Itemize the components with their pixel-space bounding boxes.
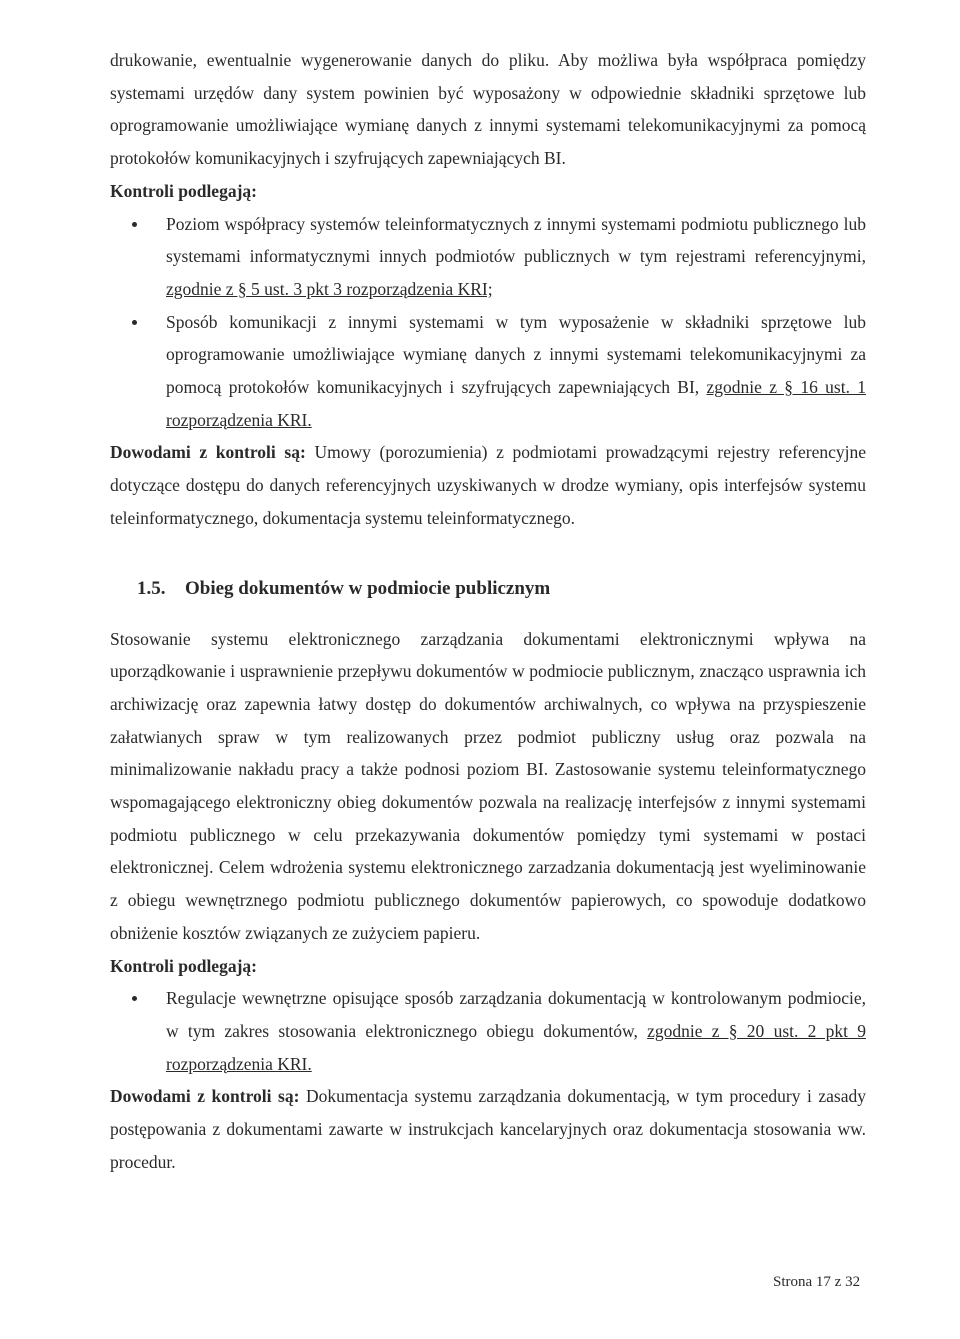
intro-paragraph: drukowanie, ewentualnie wygenerowanie danych do pliku. Aby możliwa była współpraca pomiędzy systemami urzędów dany system powinien być wyposażony w odpowiednie składniki sprzętowe lub oprogramowanie umożliwiające wymianę danych z innymi systemami telekomunikacyjnymi za pomocą protokołów komunikacyjnych i szyfrujących zapewniających BI.	[110, 50, 866, 169]
legal-reference: zgodnie z § 5 ust. 3 pkt 3 rozporządzenia KRI;	[166, 278, 493, 299]
evidence-paragraph	[110, 436, 866, 534]
evidence-label: Dowodami z kontroli są:	[110, 1086, 300, 1107]
controls-list	[110, 208, 866, 437]
list-item	[110, 306, 866, 437]
page-content	[110, 44, 866, 1179]
list-item-text: Sposób komunikacji z innymi systemami w tym wyposażenie w składniki sprzętowe lub oprogramowanie umożliwiające wymianę danych z innymi systemami telekomunikacyjnymi za pomocą protokołów komunikacyjnych i szyfrujących zapewniających BI,	[166, 311, 866, 398]
controls-heading: Kontroli podlegają:	[110, 180, 257, 201]
list-item-text: Poziom współpracy systemów teleinformatycznych z innymi systemami podmiotu publicznego lub systemami informatycznymi innych podmiotów publicznych w tym rejestrami referencyjnymi,	[166, 213, 866, 267]
section-heading	[110, 573, 866, 605]
evidence-paragraph	[110, 1080, 866, 1178]
section-number: 1.5.	[137, 577, 166, 599]
page-number: Strona 17 z 32	[773, 1274, 861, 1290]
legal-reference: zgodnie z § 16 ust. 1 rozporządzenia KRI.	[166, 377, 866, 430]
controls-heading: Kontroli podlegają:	[110, 955, 257, 976]
evidence-text: Dokumentacja systemu zarządzania dokumentacją, w tym procedury i zasady postępowania z dokumentami zawarte w instrukcjach kancelaryjnych oraz dokumentacja stosowania ww. procedur.	[110, 1086, 866, 1172]
evidence-text: Umowy (porozumienia) z podmiotami prowadzącymi rejestry referencyjne dotyczące dostępu do danych referencyjnych uzyskiwanych w drodze wymiany, opis interfejsów systemu teleinformatycznego, dokumentacja systemu teleinformatycznego.	[110, 442, 866, 528]
list-item	[110, 208, 866, 306]
body-paragraph: Stosowanie systemu elektronicznego zarządzania dokumentami elektronicznymi wpływa na uporządkowanie i usprawnienie przepływu dokumentów w podmiocie publicznym, znacząco usprawnia ich archiwizację oraz zapewnia łatwy dostęp do dokumentów archiwalnych, co wpływa na przyspieszenie załatwianych spraw w tym realizowanych przez podmiot publiczny usług oraz pozwala na minimalizowanie nakładu pracy a także podnosi poziom BI. Zastosowanie systemu teleinformatycznego wspomagającego elektroniczny obieg dokumentów pozwala na realizację interfejsów z innymi systemami podmiotu publicznego w celu przekazywania dokumentów pomiędzy tymi systemami w postaci elektronicznej. Celem wdrożenia systemu elektronicznego zarzadzania dokumentacją jest wyeliminowanie z obiegu wewnętrznego podmiotu publicznego dokumentów papierowych, co spowoduje dodatkowo obniżenie kosztów związanych ze zużyciem papieru.	[110, 628, 866, 943]
section-title: Obieg dokumentów w podmiocie publicznym	[185, 577, 551, 599]
evidence-label: Dowodami z kontroli są:	[110, 442, 306, 463]
list-item-text: Regulacje wewnętrzne opisujące sposób zarządzania dokumentacją w kontrolowanym podmiocie, w tym zakres stosowania elektronicznego obiegu dokumentów,	[166, 988, 866, 1041]
legal-reference: zgodnie z § 20 ust. 2 pkt 9 rozporządzenia KRI.	[166, 1020, 866, 1074]
controls-list	[110, 982, 866, 1080]
list-item	[110, 982, 866, 1080]
